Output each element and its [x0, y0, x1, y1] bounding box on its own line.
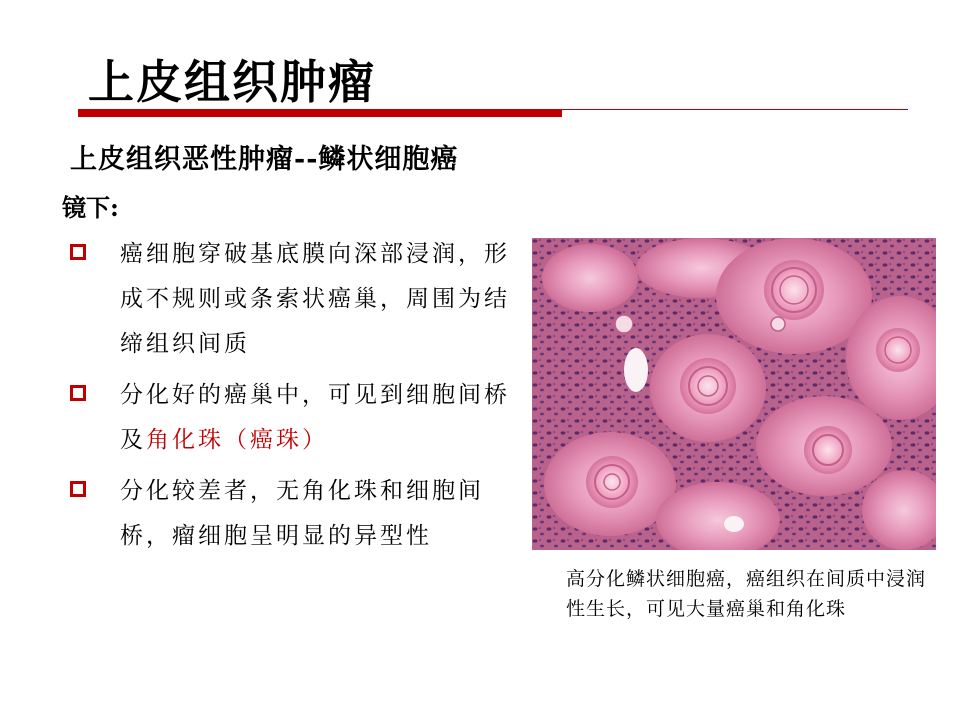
- histology-photo: [532, 238, 936, 550]
- bullet-text: 癌细胞穿破基底膜向深部浸润，形成不规则或条索状癌巢，周围为结缔组织间质: [120, 241, 510, 357]
- bullet-list: [70, 232, 510, 565]
- bullet-text: 分化好的癌巢中，可见到细胞间桥及: [120, 382, 510, 453]
- bullet-item: [70, 232, 510, 367]
- square-bullet-icon: [70, 481, 86, 497]
- bullet-text: 分化较差者，无角化珠和细胞间桥，瘤细胞呈明显的异型性: [120, 478, 484, 549]
- slide-subtitle: 上皮组织恶性肿瘤--鳞状细胞癌: [70, 144, 459, 175]
- section-label: 镜下:: [62, 193, 119, 222]
- square-bullet-icon: [70, 385, 86, 401]
- bullet-item: [70, 373, 510, 463]
- slide-title: 上皮组织肿瘤: [88, 55, 376, 109]
- square-bullet-icon: [70, 244, 86, 260]
- figure-caption: 高分化鳞状细胞癌，癌组织在间质中浸润性生长，可见大量癌巢和角化珠: [566, 568, 927, 620]
- highlighted-term: 角化珠（癌珠）: [146, 427, 328, 453]
- title-divider-thick: [78, 110, 562, 117]
- bullet-item: [70, 469, 510, 559]
